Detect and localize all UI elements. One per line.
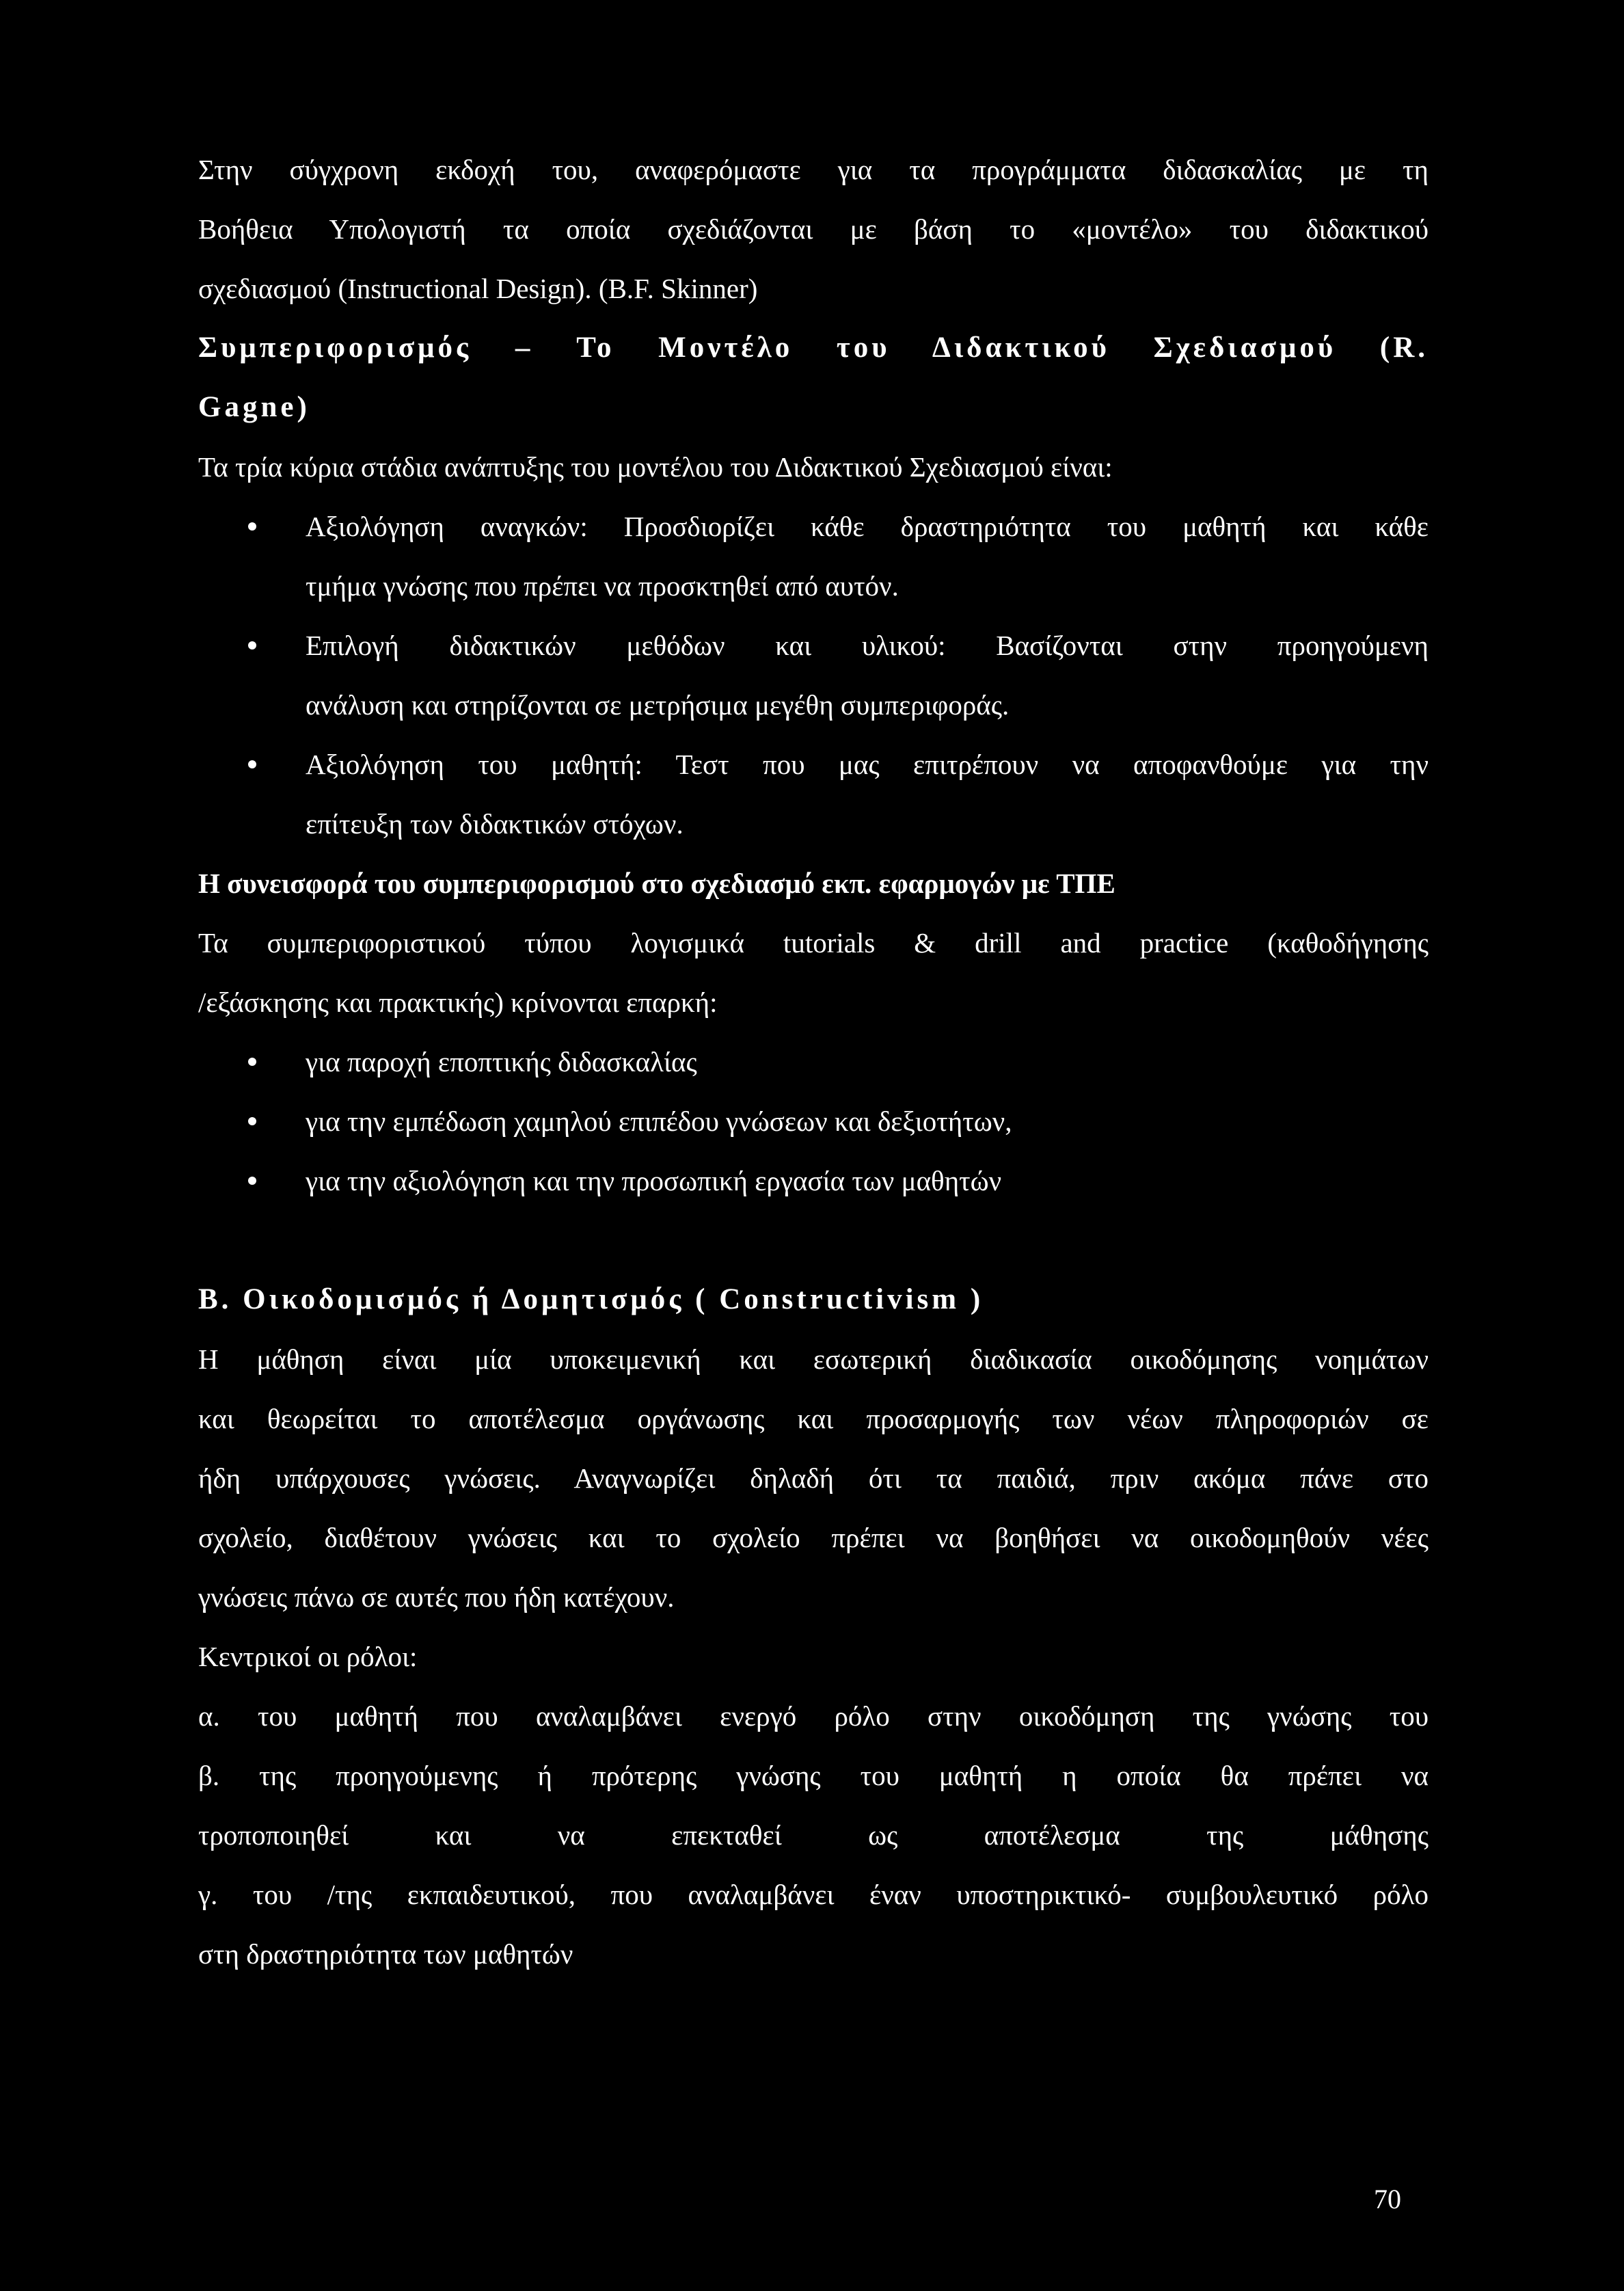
- constructivism-line-2: και θεωρείται το αποτέλεσμα οργάνωσης και προσαρμογής των νέων πληροφοριών σε: [198, 1403, 1429, 1434]
- bullet-icon: [248, 1117, 256, 1125]
- constructivism-line-5: γνώσεις πάνω σε αυτές που ήδη κατέχουν.: [198, 1581, 675, 1613]
- stage-1-line-2: τμήμα γνώσης που πρέπει να προσκτηθεί από αυτόν.: [306, 570, 899, 602]
- role-line-1: α. του μαθητή που αναλαμβάνει ενεργό ρόλο στην οικοδόμηση της γνώσης του: [198, 1700, 1429, 1732]
- bullet-icon: [248, 1058, 256, 1066]
- intro-line-2: Βοήθεια Υπολογιστή τα οποία σχεδιάζονται με βάση το «μοντέλο» του διδακτικού: [198, 213, 1429, 245]
- constructivism-line-4: σχολείο, διαθέτουν γνώσεις και το σχολείο πρέπει να βοηθήσει να οικοδομηθούν νέες: [198, 1522, 1429, 1553]
- bullet-icon: [248, 641, 256, 649]
- intro-line-3: σχεδιασμού (Instructional Design). (B.F. Skinner): [198, 273, 758, 304]
- bullet-icon: [248, 760, 256, 768]
- role-line-3: τροποποιηθεί και να επεκταθεί ως αποτέλεσμα της μάθησης: [198, 1819, 1429, 1851]
- roles-heading: Κεντρικοί οι ρόλοι:: [198, 1641, 418, 1672]
- role-line-4: γ. του /της εκπαιδευτικού, που αναλαμβάνει έναν υποστηρικτικό- συμβουλευτικό ρόλο: [198, 1879, 1429, 1910]
- bullet-icon: [248, 522, 256, 531]
- role-line-2: β. της προηγούμενης ή πρότερης γνώσης του μαθητή η οποία θα πρέπει να: [198, 1760, 1429, 1791]
- stage-2-line-1: Επιλογή διδακτικών μεθόδων και υλικού: Βασίζονται στην προηγούμενη: [306, 630, 1429, 661]
- constructivism-line-1: Η μάθηση είναι μία υποκειμενική και εσωτερική διαδικασία οικοδόμησης νοημάτων: [198, 1343, 1429, 1375]
- stage-1-line-1: Αξιολόγηση αναγκών: Προσδιορίζει κάθε δραστηριότητα του μαθητή και κάθε: [306, 511, 1429, 542]
- use-item-3: για την αξιολόγηση και την προσωπική εργασία των μαθητών: [306, 1165, 1002, 1196]
- bullet-icon: [248, 1177, 256, 1185]
- page-number: 70: [1374, 2184, 1401, 2214]
- stage-2-line-2: ανάλυση και στηρίζονται σε μετρήσιμα μεγέθη συμπεριφοράς.: [306, 689, 1010, 721]
- constructivism-line-3: ήδη υπάρχουσες γνώσεις. Αναγνωρίζει δηλαδή ότι τα παιδιά, πριν ακόμα πάνε στο: [198, 1462, 1429, 1494]
- role-line-5: στη δραστηριότητα των μαθητών: [198, 1938, 573, 1970]
- stage-3-line-2: επίτευξη των διδακτικών στόχων.: [306, 808, 684, 840]
- software-line-2: /εξάσκησης και πρακτικής) κρίνονται επαρκή:: [198, 987, 718, 1018]
- behaviorism-heading-line-2: Gagne): [198, 391, 310, 423]
- use-item-1: για παροχή εποπτικής διδασκαλίας: [306, 1046, 697, 1077]
- behaviorism-heading-line-1: Συμπεριφορισμός – Το Μοντέλο του Διδακτικού Σχεδιασμού (R.: [198, 332, 1429, 364]
- software-line-1: Τα συμπεριφοριστικού τύπου λογισμικά tutorials & drill and practice (καθοδήγησης: [198, 927, 1429, 959]
- contribution-heading: Η συνεισφορά του συμπεριφορισμού στο σχεδιασμό εκπ. εφαρμογών με ΤΠΕ: [198, 868, 1115, 899]
- stage-3-line-1: Αξιολόγηση του μαθητή: Τεστ που μας επιτρέπουν να αποφανθούμε για την: [306, 749, 1429, 780]
- use-item-2: για την εμπέδωση χαμηλού επιπέδου γνώσεων και δεξιοτήτων,: [306, 1106, 1012, 1137]
- intro-line-1: Στην σύγχρονη εκδοχή του, αναφερόμαστε για τα προγράμματα διδασκαλίας με τη: [198, 154, 1429, 185]
- constructivism-heading: Β. Οικοδομισμός ή Δομητισμός ( Constructivism ): [198, 1283, 984, 1315]
- stages-intro: Τα τρία κύρια στάδια ανάπτυξης του μοντέλου του Διδακτικού Σχεδιασμού είναι:: [198, 451, 1113, 483]
